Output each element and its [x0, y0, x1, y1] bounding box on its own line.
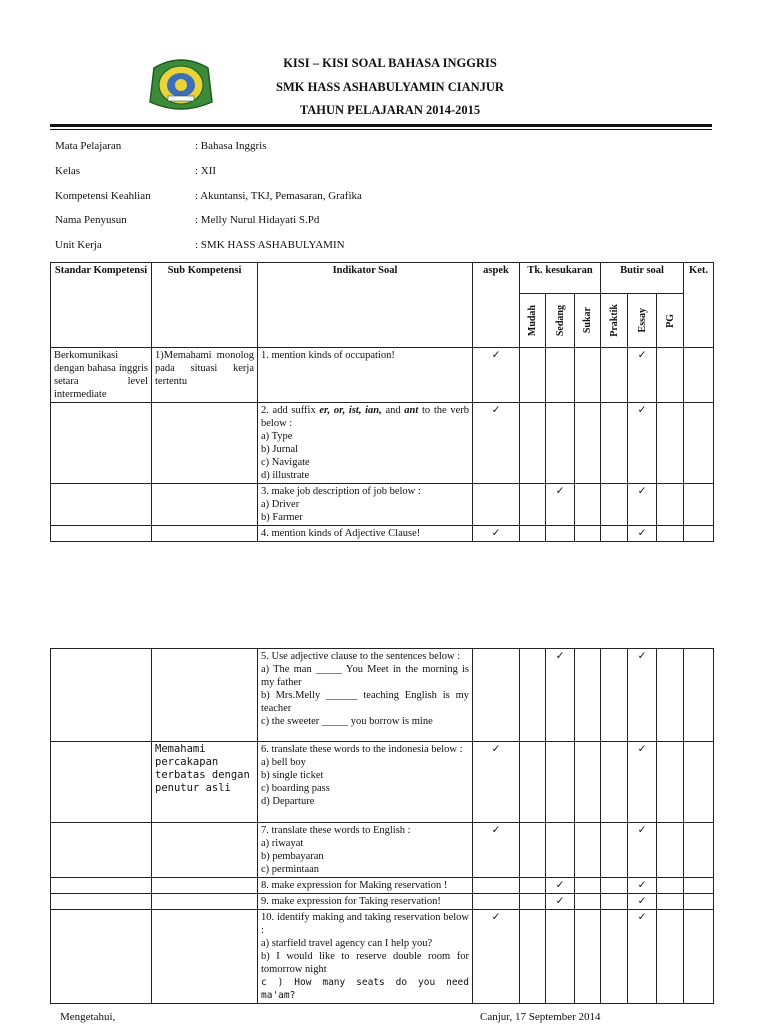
header-rule-thin — [50, 129, 712, 130]
check-mark: ✓ — [546, 649, 575, 742]
header-standar: Standar Kompetensi — [51, 263, 152, 348]
academic-year: TAHUN PELAJARAN 2014-2015 — [299, 103, 481, 117]
header-tk: Tk. kesukaran — [520, 263, 601, 294]
header-ket: Ket. — [684, 263, 714, 348]
table-row — [51, 910, 714, 1004]
school-name: SMK HASS ASHABULYAMIN CIANJUR — [276, 80, 504, 94]
check-mark: ✓ — [546, 894, 575, 910]
check-mark: ✓ — [473, 823, 520, 878]
table-row — [51, 894, 714, 910]
indikator-cell: 8. make expression for Making reservation ! — [258, 878, 473, 894]
info-label: Nama Penyusun — [55, 214, 127, 226]
table-row — [51, 403, 714, 484]
check-mark: ✓ — [473, 403, 520, 484]
check-mark: ✓ — [473, 348, 520, 403]
table-row — [51, 823, 714, 878]
indikator-cell: 9. make expression for Taking reservation! — [258, 894, 473, 910]
indikator-cell: 5. Use adjective clause to the sentences below : a) The man _____ You Meet in the morning is my father b) Mrs.Melly ______ teaching English is my teacher c) the sweeter _____ you borrow is mine — [258, 649, 473, 742]
header-mudah: Mudah — [527, 304, 538, 337]
header-sukar: Sukar — [582, 307, 594, 334]
table-row — [51, 742, 714, 823]
indikator-cell: 7. translate these words to English : a) riwayat b) pembayaran c) permintaan — [258, 823, 473, 878]
check-mark: ✓ — [473, 742, 520, 823]
check-mark: ✓ — [628, 348, 657, 403]
check-mark: ✓ — [546, 484, 575, 526]
table-row — [51, 878, 714, 894]
table-row — [51, 526, 714, 542]
sub-cell: Memahami percakapan terbatas dengan penutur asli — [152, 742, 258, 823]
indikator-cell: 1. mention kinds of occupation! — [258, 348, 473, 403]
indikator-cell: 4. mention kinds of Adjective Clause! — [258, 526, 473, 542]
check-mark: ✓ — [628, 910, 657, 1004]
school-logo — [146, 56, 216, 114]
indikator-cell: 2. add suffix er, or, ist, ian, and ant to the verb below : a) Type b) Jurnal c) Navigate d) illustrate — [258, 403, 473, 484]
table-row — [51, 649, 714, 742]
info-label: Kelas — [55, 165, 81, 177]
info-value: : SMK HASS ASHABULYAMIN — [195, 239, 345, 251]
footer-mengetahui: Mengetahui, — [60, 1011, 116, 1023]
doc-title: KISI – KISI SOAL BAHASA INGGRIS — [283, 56, 497, 70]
header-essay: Essay — [636, 308, 648, 333]
info-value: : Melly Nurul Hidayati S.Pd — [195, 214, 320, 226]
kisi-table-1 — [50, 262, 714, 542]
indikator-cell: 3. make job description of job below : a) Driver b) Farmer — [258, 484, 473, 526]
check-mark: ✓ — [473, 526, 520, 542]
table-row — [51, 348, 714, 403]
check-mark: ✓ — [546, 878, 575, 894]
check-mark: ✓ — [473, 910, 520, 1004]
info-label: Unit Kerja — [55, 239, 102, 251]
table-row — [51, 484, 714, 526]
standar-cell: Berkomunikasi dengan bahasa inggris setara level intermediate — [51, 348, 152, 403]
check-mark: ✓ — [628, 823, 657, 878]
header-rule-thick — [50, 124, 712, 127]
info-value: : XII — [195, 165, 217, 177]
indikator-cell: 6. translate these words to the indonesia below : a) bell boy b) single ticket c) boarding pass d) Departure — [258, 742, 473, 823]
header-aspek: aspek — [473, 263, 520, 348]
info-value: : Akuntansi, TKJ, Pemasaran, Grafika — [195, 190, 362, 202]
footer-place-date: Canjur, 17 September 2014 — [480, 1011, 601, 1023]
header-pg: PG — [664, 313, 676, 328]
info-value: : Bahasa Inggris — [195, 140, 267, 152]
info-label: Mata Pelajaran — [55, 140, 122, 152]
info-label: Kompetensi Keahlian — [55, 190, 151, 202]
check-mark: ✓ — [628, 484, 657, 526]
indikator-cell: 10. identify making and taking reservation below : a) starfield travel agency can I help you? b) I would like to reserve double room for tomorrow night c ) How many seats do you need ma'am? — [258, 910, 473, 1004]
header-sedang: Sedang — [554, 304, 566, 337]
check-mark: ✓ — [628, 403, 657, 484]
check-mark: ✓ — [628, 878, 657, 894]
sub-cell: 1)Memahami monolog pada situasi kerja tertentu — [152, 348, 258, 403]
header-praktik: Praktik — [608, 304, 620, 337]
kisi-table-2 — [50, 648, 714, 1004]
header-butir: Butir soal — [601, 263, 684, 294]
check-mark: ✓ — [628, 894, 657, 910]
check-mark: ✓ — [628, 526, 657, 542]
header-sub: Sub Kompetensi — [152, 263, 258, 348]
check-mark: ✓ — [628, 742, 657, 823]
header-indikator: Indikator Soal — [258, 263, 473, 348]
check-mark: ✓ — [628, 649, 657, 742]
